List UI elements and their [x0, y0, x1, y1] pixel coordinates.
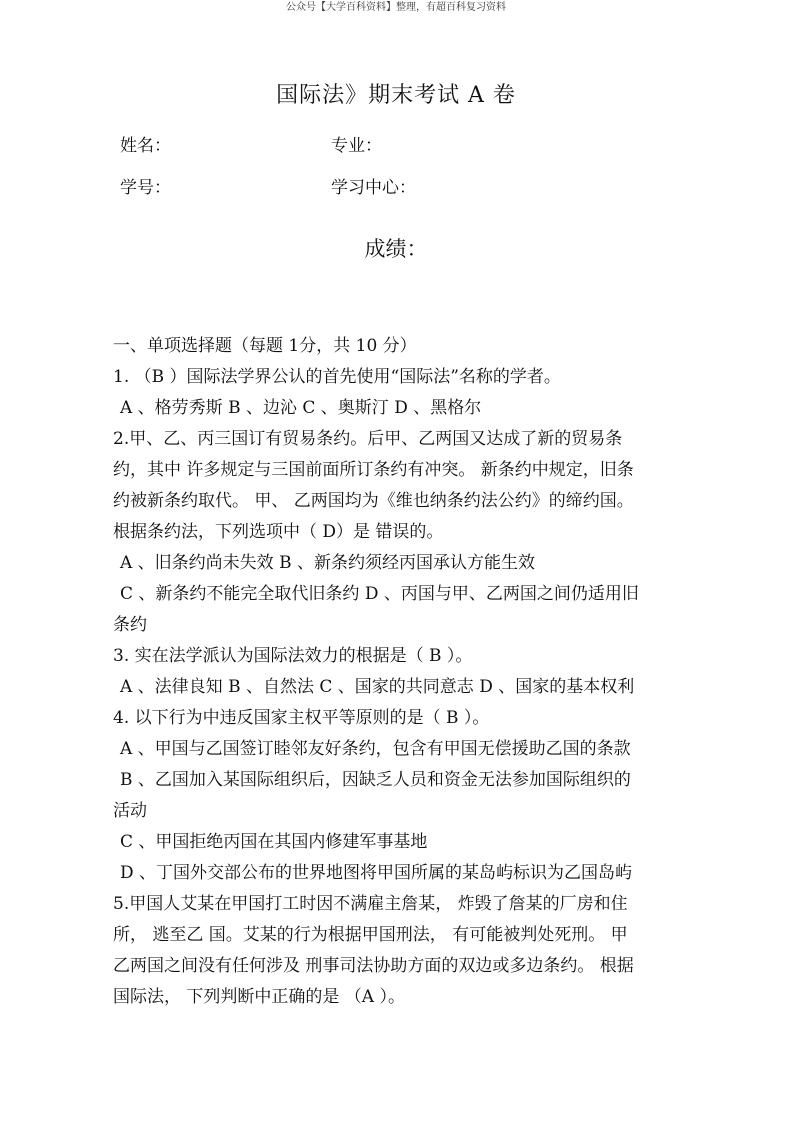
option-line: D 、丁国外交部公布的世界地图将甲国所属的某岛屿标识为乙国岛屿 — [120, 863, 633, 883]
option-line: A 、旧条约尚未失效 B 、新条约须经丙国承认方能生效 — [120, 553, 535, 573]
question-line: 乙两国之间没有任何涉及 刑事司法协助方面的双边或多边条约。 根据 — [113, 956, 634, 976]
option-line: A 、格劳秀斯 B 、边沁 C 、奥斯汀 D 、黑格尔 — [120, 398, 482, 418]
question-line: 2.甲、乙、丙三国订有贸易条约。后甲、乙两国又达成了新的贸易条 — [113, 429, 623, 449]
option-line: C 、新条约不能完全取代旧条约 D 、丙国与甲、乙两国之间仍适用旧 — [120, 584, 639, 604]
question-line: 约被新条约取代。 甲、 乙两国均为《维也纳条约法公约》的缔约国。 — [113, 491, 634, 511]
score-label: 成绩： — [364, 237, 428, 261]
page-header-note: 公众号【大学百科资料】整理，有超百科复习资料 — [286, 2, 506, 13]
question-line: 约，其中 许多规定与三国前面所订条约有冲突。 新条约中规定，旧条 — [113, 460, 634, 480]
option-line-continuation: 活动 — [113, 801, 147, 821]
major-field-label: 专业： — [331, 136, 382, 156]
option-line: A 、甲国与乙国签订睦邻友好条约，包含有甲国无偿援助乙国的条款 — [120, 739, 631, 759]
exam-content — [113, 331, 683, 1013]
section-heading: 一、单项选择题（每题 1分，共 10 分） — [113, 336, 417, 356]
study-center-field-label: 学习中心： — [331, 178, 416, 198]
exam-title: 国际法》期末考试 A 卷 — [276, 83, 516, 108]
option-line: C 、甲国拒绝丙国在其国内修建军事基地 — [120, 832, 428, 852]
option-line-continuation: 条约 — [113, 615, 147, 635]
question-line: 4. 以下行为中违反国家主权平等原则的是（ B ）。 — [113, 708, 490, 728]
question-line: 根据条约法，下列选项中（ D）是 错误的。 — [113, 522, 444, 542]
option-line: A 、法律良知 B 、自然法 C 、国家的共同意志 D 、国家的基本权利 — [120, 677, 635, 697]
question-line: 1. （B ）国际法学界公认的首先使用“国际法”名称的学者。 — [113, 367, 561, 387]
name-field-label: 姓名： — [120, 136, 171, 156]
question-line: 5.甲国人艾某在甲国打工时因不满雇主詹某， 炸毁了詹某的厂房和住 — [113, 894, 628, 914]
question-line: 3. 实在法学派认为国际法效力的根据是（ B ）。 — [113, 646, 473, 666]
option-line: B 、乙国加入某国际组织后，因缺乏人员和资金无法参加国际组织的 — [120, 770, 631, 790]
question-line: 所， 逃至乙 国。艾某的行为根据甲国刑法， 有可能被判处死刑。 甲 — [113, 925, 628, 945]
question-line: 国际法， 下列判断中正确的是 （A ）。 — [113, 987, 405, 1007]
student-id-field-label: 学号： — [120, 178, 171, 198]
